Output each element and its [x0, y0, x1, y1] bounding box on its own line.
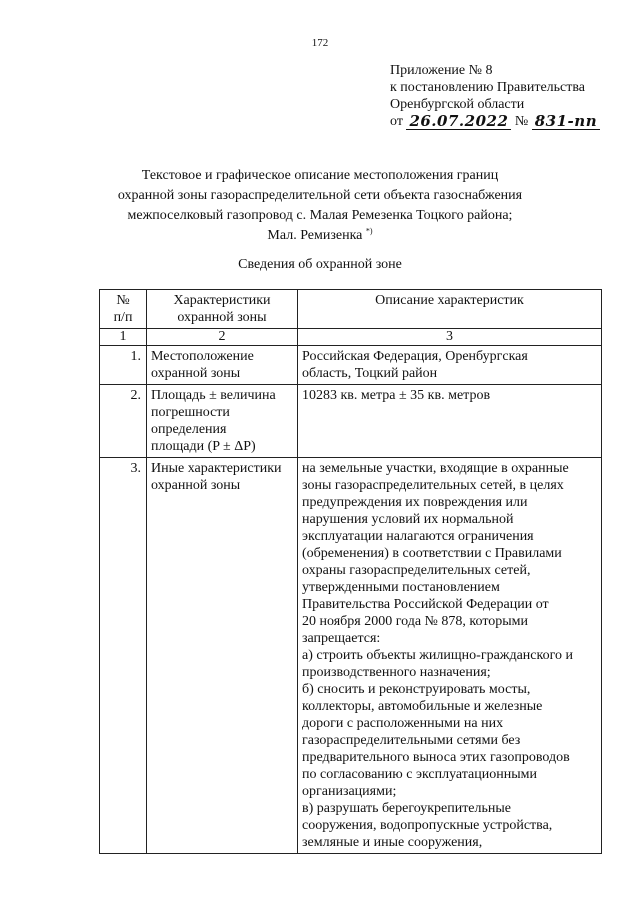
cell-line: газораспределительными сетями без: [302, 733, 521, 748]
cell-line: эксплуатации налагаются ограничения: [302, 529, 534, 544]
cell-line: зоны газораспределительных сетей, в целях: [302, 478, 564, 493]
row-characteristic: [147, 346, 298, 385]
cell-line: производственного назначения;: [302, 665, 491, 680]
cell-line: б) сносить и реконструировать мосты,: [302, 682, 531, 697]
appendix-line: Приложение № 8: [390, 63, 493, 78]
cell-line: а) строить объекты жилищно-гражданского и: [302, 648, 573, 663]
date-prefix: от: [390, 114, 403, 129]
cell-line: предварительного выноса этих газопроводов: [302, 750, 570, 765]
cell-line: в) разрушать берегоукрепительные: [302, 801, 512, 816]
column-number-row: [100, 329, 602, 346]
cell-line: охраны газораспределительных сетей,: [302, 563, 531, 578]
header-text: №: [116, 293, 130, 308]
cell-line: коллекторы, автомобильные и железные: [302, 699, 543, 714]
row-characteristic: [147, 458, 298, 854]
cell-line: 10283 кв. метра ± 35 кв. метров: [302, 388, 491, 403]
number-prefix: №: [514, 114, 529, 129]
cell-line: нарушения условий их нормальной: [302, 512, 514, 527]
cell-line: охранной зоны: [151, 366, 241, 381]
column-number: 3: [298, 329, 602, 346]
title-line: межпоселковый газопровод с. Малая Ремезенка Тоцкого района;: [127, 208, 513, 223]
cell-line: по согласованию с эксплуатационными: [302, 767, 537, 782]
column-number: 1: [100, 329, 147, 346]
cell-line: земляные и иные сооружения,: [302, 835, 483, 850]
cell-line: организациями;: [302, 784, 397, 799]
protection-zone-table: [99, 289, 602, 854]
cell-line: (обременения) в соответствии с Правилами: [302, 546, 562, 561]
appendix-line: Оренбургской области: [390, 97, 525, 112]
cell-line: на земельные участки, входящие в охранные: [302, 461, 569, 476]
handwritten-date: 26.07.2022: [406, 113, 511, 130]
row-description: [298, 458, 602, 854]
header-description: Описание характеристик: [298, 290, 602, 329]
cell-line: Правительства Российской Федерации от: [302, 597, 549, 612]
appendix-block: [390, 62, 600, 130]
cell-line: Площадь ± величина: [151, 388, 276, 403]
cell-line: охранной зоны: [151, 478, 241, 493]
row-number: 3.: [100, 458, 147, 854]
header-text: охранной зоны: [177, 310, 267, 325]
cell-line: площади (P ± ΔP): [151, 439, 256, 454]
table-row: [100, 385, 602, 458]
header-text: Характеристики: [173, 293, 271, 308]
column-number: 2: [147, 329, 298, 346]
cell-line: запрещается:: [302, 631, 381, 646]
row-description: [298, 385, 602, 458]
appendix-line: к постановлению Правительства: [390, 80, 586, 95]
header-characteristics: [147, 290, 298, 329]
cell-line: Российская Федерация, Оренбургская: [302, 349, 528, 364]
cell-line: утвержденными постановлением: [302, 580, 500, 595]
cell-line: дороги с расположенными на них: [302, 716, 504, 731]
header-num: [100, 290, 147, 329]
row-characteristic: [147, 385, 298, 458]
cell-line: область, Тоцкий район: [302, 366, 438, 381]
cell-line: Иные характеристики: [151, 461, 282, 476]
title-line: Текстовое и графическое описание местоположения границ: [141, 168, 499, 183]
appendix-date-line: [390, 113, 600, 130]
cell-line: 20 ноября 2000 года № 878, которыми: [302, 614, 529, 629]
row-number: 1.: [100, 346, 147, 385]
table-header-row: [100, 290, 602, 329]
title-line-last: [100, 226, 540, 246]
row-description: [298, 346, 602, 385]
table-row: [100, 458, 602, 854]
cell-line: сооружения, водопропускные устройства,: [302, 818, 553, 833]
section-heading: Сведения об охранной зоне: [238, 257, 402, 272]
document-title: [100, 166, 540, 246]
cell-line: предупреждения их повреждения или: [302, 495, 528, 510]
footnote-mark: *): [365, 226, 373, 236]
title-line: охранной зоны газораспределительной сети объекта газоснабжения: [117, 188, 523, 203]
title-line: Мал. Ремизенка: [267, 228, 363, 243]
cell-line: погрешности: [151, 405, 230, 420]
header-text: п/п: [113, 310, 133, 325]
page-number: 172: [311, 37, 329, 49]
cell-line: определения: [151, 422, 227, 437]
row-number: 2.: [100, 385, 147, 458]
cell-line: Местоположение: [151, 349, 254, 364]
handwritten-number: 831-пп: [532, 113, 600, 130]
table-row: [100, 346, 602, 385]
